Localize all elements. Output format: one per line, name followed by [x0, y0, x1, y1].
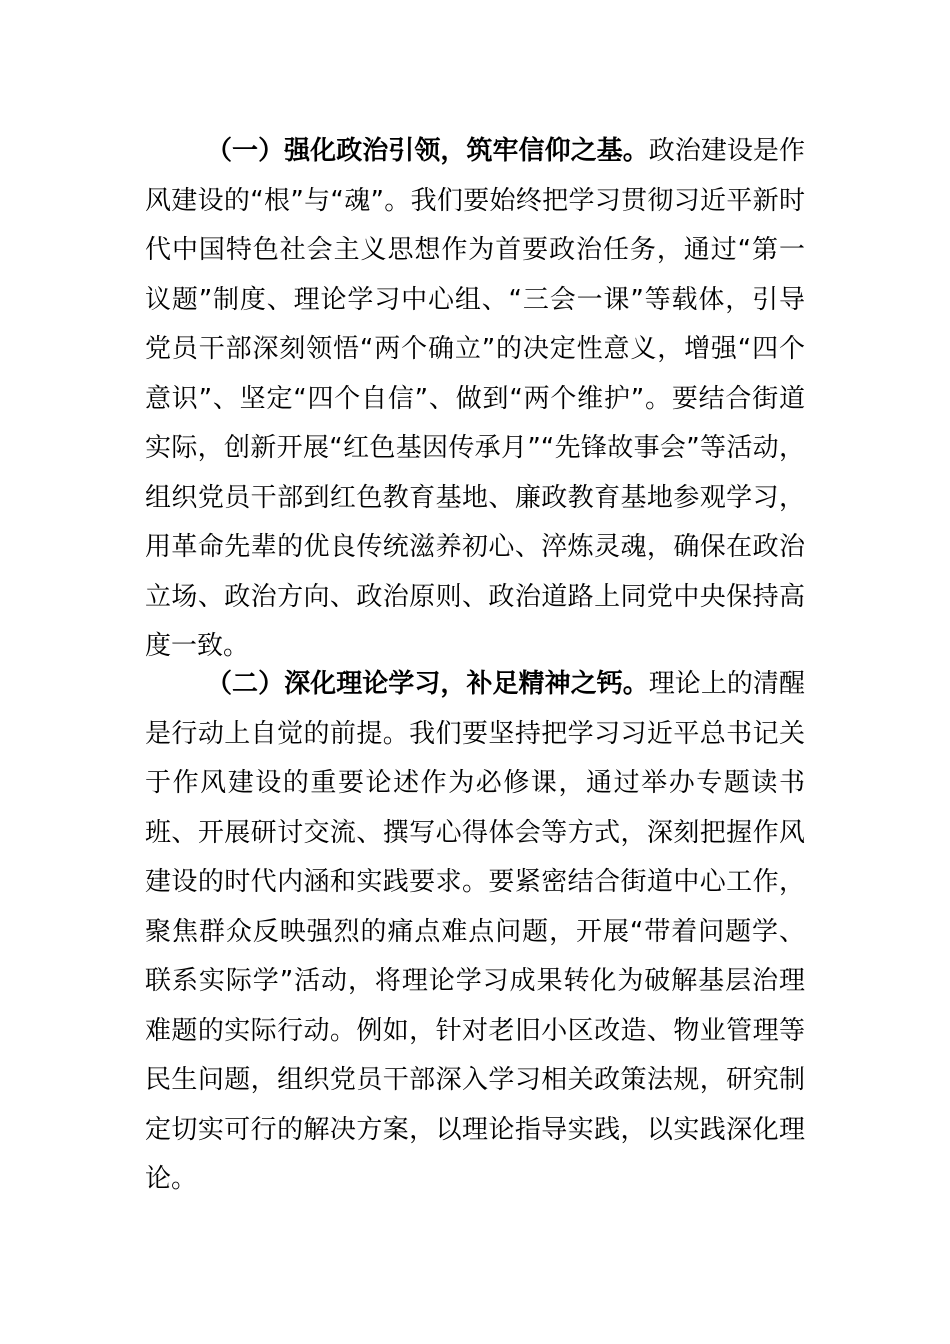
- section-paragraph-1: [145, 127, 805, 672]
- section-body-1: 政治建设是作风建设的“根”与“魂”。我们要始终把学习贯彻习近平新时代中国特色社会主义思想作为首要政治任务，通过“第一议题”制度、理论学习中心组、“三会一课”等载体，引导党员干部深刻领悟“两个确立”的决定性意义，增强“四个意识”、坚定“四个自信”、做到“两个维护”。要结合街道实际，创新开展“红色基因传承月”“先锋故事会”等活动，组织党员干部到红色教育基地、廉政教育基地参观学习，用革命先辈的优良传统滋养初心、淬炼灵魂，确保在政治立场、政治方向、政治原则、政治道路上同党中央保持高度一致。: [145, 136, 805, 661]
- section-body-2: 理论上的清醒是行动上自觉的前提。我们要坚持把学习习近平总书记关于作风建设的重要论述作为必修课，通过举办专题读书班、开展研讨交流、撰写心得体会等方式，深刻把握作风建设的时代内涵和实践要求。要紧密结合街道中心工作，聚焦群众反映强烈的痛点难点问题，开展“带着问题学、联系实际学”活动，将理论学习成果转化为破解基层治理难题的实际行动。例如，针对老旧小区改造、物业管理等民生问题，组织党员干部深入学习相关政策法规，研究制定切实可行的解决方案，以理论指导实践，以实践深化理论。: [145, 669, 805, 1194]
- section-paragraph-2: [145, 660, 805, 1205]
- section-heading-1: （一）强化政治引领，筑牢信仰之基。: [206, 136, 649, 166]
- section-heading-2: （二）深化理论学习，补足精神之钙。: [206, 669, 649, 699]
